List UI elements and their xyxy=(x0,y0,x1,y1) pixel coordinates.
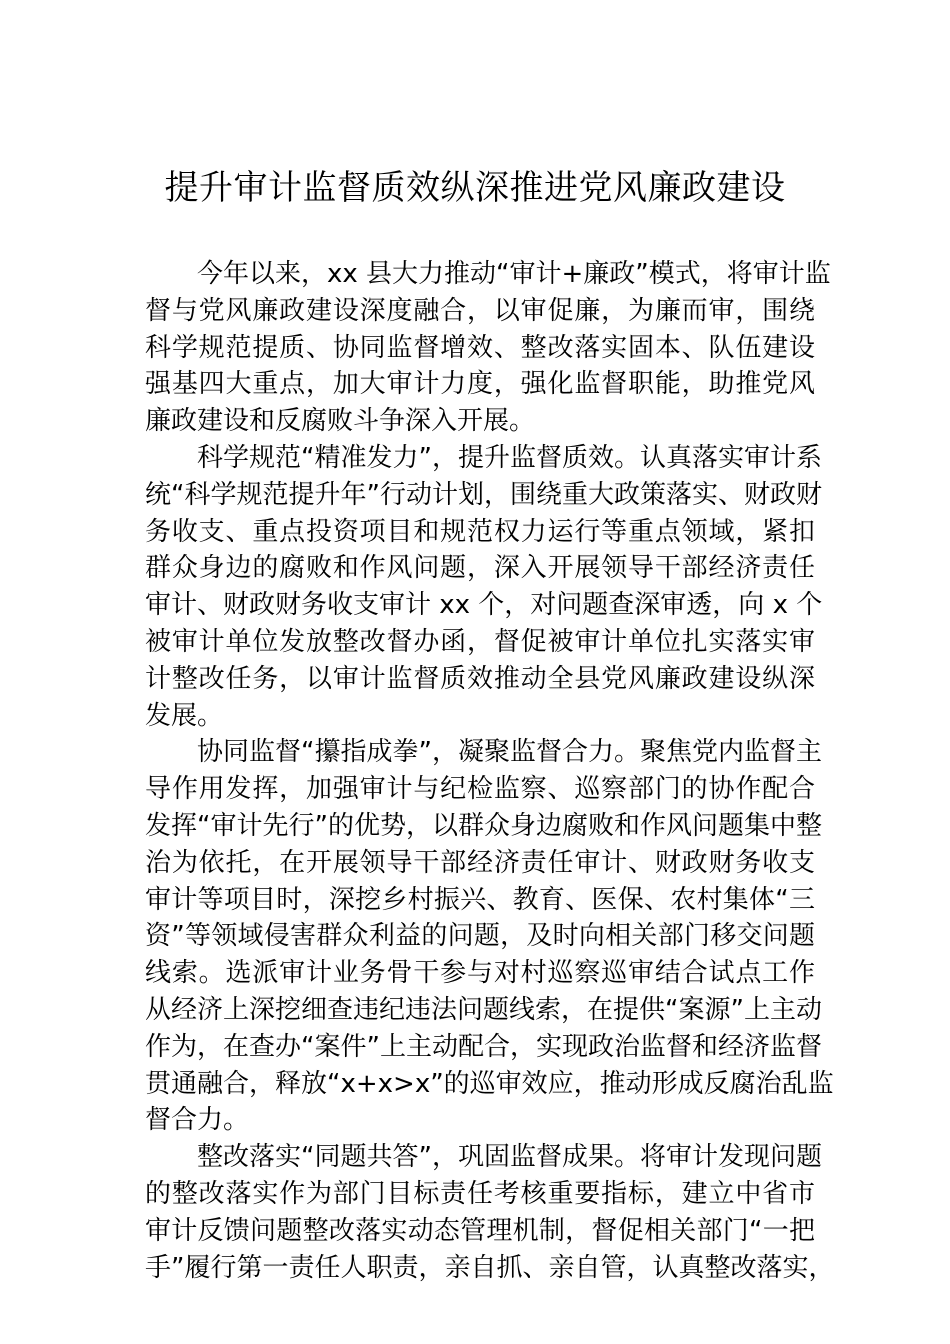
text-line: 审计等项目时，深挖乡村振兴、教育、医保、农村集体“三 xyxy=(145,884,815,915)
text-line: 贯通融合，释放“x+x>x”的巡审效应，推动形成反腐治乱监 xyxy=(145,1068,834,1099)
text-line: 治为依托，在开展领导干部经济责任审计、财政财务收支 xyxy=(145,847,815,878)
text-line: 发展。 xyxy=(145,700,224,731)
text-line: 作为，在查办“案件”上主动配合，实现政治监督和经济监督 xyxy=(145,1031,822,1062)
text-line: 导作用发挥，加强审计与纪检监察、巡察部门的协作配合 xyxy=(145,774,815,805)
document-body xyxy=(145,256,835,1286)
text-line: 督合力。 xyxy=(145,1105,250,1136)
text-line: 资”等领域侵害群众利益的问题，及时向相关部门移交问题 xyxy=(145,921,815,952)
text-line: 廉政建设和反腐败斗争深入开展。 xyxy=(145,406,536,437)
text-line: 今年以来，xx 县大力推动“审计+廉政”模式，将审计监 xyxy=(197,259,831,289)
text-line: 线索。选派审计业务骨干参与对村巡察巡审结合试点工作 xyxy=(145,958,815,989)
text-line: 整改落实“同题共答”，巩固监督成果。将审计发现问题 xyxy=(197,1142,822,1173)
text-line: 审计反馈问题整改落实动态管理机制，督促相关部门“一把 xyxy=(145,1215,815,1246)
text-line: 协同监督“攥指成拳”，凝聚监督合力。聚焦党内监督主 xyxy=(197,737,822,768)
text-line: 务收支、重点投资项目和规范权力运行等重点领域，紧扣 xyxy=(145,516,815,547)
text-line: 发挥“审计先行”的优势，以群众身边腐败和作风问题集中整 xyxy=(145,810,822,841)
text-line: 审计、财政财务收支审计 xx 个，对问题查深审透，向 x 个 xyxy=(145,590,823,621)
text-line: 统“科学规范提升年”行动计划，围绕重大政策落实、财政财 xyxy=(145,479,822,510)
text-line: 手”履行第一责任人职责，亲自抓、亲自管，认真整改落实， xyxy=(145,1252,835,1283)
text-line: 被审计单位发放整改督办函，督促被审计单位扎实落实审 xyxy=(145,626,815,657)
text-line: 科学规范提质、协同监督增效、整改落实固本、队伍建设 xyxy=(145,332,815,363)
text-line: 计整改任务，以审计监督质效推动全县党风廉政建设纵深 xyxy=(145,663,815,694)
text-line: 的整改落实作为部门目标责任考核重要指标，建立中省市 xyxy=(145,1178,815,1209)
text-line: 督与党风廉政建设深度融合，以审促廉，为廉而审，围绕 xyxy=(145,295,815,326)
text-line: 群众身边的腐败和作风问题，深入开展领导干部经济责任 xyxy=(145,553,815,584)
document-title: 提升审计监督质效纵深推进党风廉政建设 xyxy=(164,168,786,208)
text-line: 科学规范“精准发力”，提升监督质效。认真落实审计系 xyxy=(197,442,822,473)
text-line: 强基四大重点，加大审计力度，强化监督职能，助推党风 xyxy=(145,369,815,400)
text-line: 从经济上深挖细查违纪违法问题线索，在提供“案源”上主动 xyxy=(145,994,822,1025)
